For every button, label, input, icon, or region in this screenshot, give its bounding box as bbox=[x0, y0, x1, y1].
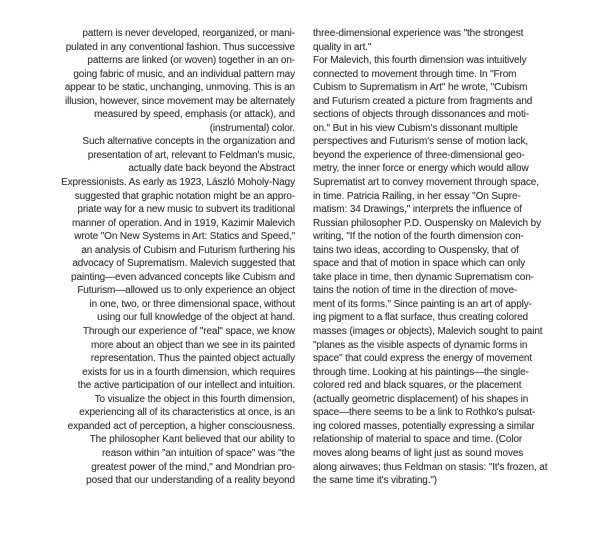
text-line: patterns are linked (or woven) together in an on- bbox=[87, 55, 295, 67]
text-line: illusion, however, since movement may be alternately bbox=[65, 95, 295, 107]
text-line: in time. Patricia Railing, in her essay "On Supre- bbox=[313, 190, 521, 202]
text-line: greatest power of the mind," and Mondrian pro- bbox=[91, 461, 295, 473]
text-line: metry, the inner force or energy which would allow bbox=[313, 163, 529, 175]
text-line: measured by speed, emphasis (or attack), and bbox=[94, 109, 295, 121]
text-line: sections of objects through dissonances and moti- bbox=[313, 109, 529, 121]
text-line: ment of its forms." Since painting is an art of apply- bbox=[313, 298, 532, 310]
text-line: exists for us in a fourth dimension, which requires bbox=[82, 366, 295, 378]
text-line: tains two ideas, according to Ouspensky, that of bbox=[313, 244, 519, 256]
text-line: Futurism—allowed us to only experience an object bbox=[77, 285, 295, 297]
text-line: writing, "If the notion of the fourth dimension con- bbox=[313, 231, 524, 243]
text-line: ing colored masses, potentially expressing a similar bbox=[313, 420, 535, 432]
text-line: take place in time, then dynamic Suprematism con- bbox=[313, 271, 534, 283]
text-line: more about an object than we see in its painted bbox=[91, 339, 295, 351]
text-line: ing pigment to a flat surface, thus creating colored bbox=[313, 312, 528, 324]
text-line: moves along beams of light just as sound moves bbox=[313, 447, 524, 459]
text-line: priate way for a new music to subvert its traditional bbox=[77, 204, 295, 216]
text-line: actually date back beyond the Abstract bbox=[128, 163, 295, 175]
text-line: the active participation of our intellect and intuition. bbox=[77, 380, 295, 392]
text-line: presentation of art, relevant to Feldman's music, bbox=[87, 149, 295, 161]
text-line: an analysis of Cubism and Futurism furthering his bbox=[81, 244, 295, 256]
text-line: (actually geometric displacement) of his shapes in bbox=[313, 393, 529, 405]
text-line: space" that could express the energy of movement bbox=[313, 353, 533, 365]
text-line: on." But in his view Cubism's dissonant multiple bbox=[313, 122, 518, 134]
text-line: painting—even advanced concepts like Cubism and bbox=[71, 271, 295, 283]
text-line: reason within "an intuition of space" was "the bbox=[101, 447, 295, 459]
text-line: The philosopher Kant believed that our ability to bbox=[89, 434, 295, 446]
text-line: For Malevich, this fourth dimension was intuitively bbox=[313, 55, 527, 67]
text-line: To visualize the object in this fourth dimension, bbox=[94, 393, 295, 405]
text-line: "planes as the visible aspects of dynamic forms in bbox=[313, 339, 528, 351]
text-line: pulated in any conventional fashion. Thus successive bbox=[65, 41, 295, 53]
text-line: using our full knowledge of the object at hand. bbox=[97, 312, 295, 324]
text-line: through time. Looking at his paintings—the single- bbox=[313, 366, 529, 378]
text-line: matism: 34 Drawings," interprets the influence of bbox=[313, 204, 522, 216]
text-line: representation. Thus the painted object actually bbox=[90, 353, 295, 365]
text-line: expanded act of perception, a higher consciousness. bbox=[67, 420, 295, 432]
text-line: perspectives and Futurism's sense of motion lack, bbox=[313, 136, 529, 148]
text-line: connected to movement through time. In "From bbox=[313, 68, 517, 80]
text-line: Through our experience of "real" space, we know bbox=[82, 326, 295, 338]
text-line: appear to be static, unchanging, unmoving. This is an bbox=[64, 82, 295, 94]
text-line: colored red and black squares, or the placement bbox=[313, 380, 522, 392]
text-line: Russian philosopher P.D. Ouspensky on Malevich by bbox=[313, 217, 541, 229]
text-line: going fabric of music, and an individual pattern may bbox=[73, 68, 295, 80]
text-line: masses (images or objects), Malevich sought to paint bbox=[313, 326, 543, 338]
text-line: Such alternative concepts in the organization and bbox=[82, 136, 295, 148]
text-line: along airwaves; thus Feldman on stasis: "It's frozen, at bbox=[313, 461, 548, 473]
right-text-column bbox=[313, 27, 553, 488]
text-line: suggested that graphic notation might be an appro- bbox=[74, 190, 295, 202]
text-line: tains the notion of time in the direction of move- bbox=[313, 285, 518, 297]
text-line: Expressionists. As early as 1923, László Moholy-Nagy bbox=[61, 177, 295, 189]
text-line: advocacy of Suprematism. Malevich suggested that bbox=[72, 258, 295, 270]
text-line: pattern is never developed, reorganized, or mani- bbox=[82, 28, 295, 39]
text-line: experiencing all of its characteristics at once, is an bbox=[79, 407, 295, 419]
text-line: Suprematist art to convey movement through space, bbox=[313, 177, 539, 189]
text-line: beyond the experience of three-dimensional geo- bbox=[313, 149, 525, 161]
text-line: three-dimensional experience was "the strongest bbox=[313, 28, 524, 39]
text-line: and Futurism created a picture from fragments and bbox=[313, 95, 533, 107]
text-line: quality in art." bbox=[313, 41, 372, 53]
text-line: space—there seems to be a link to Rothko's pulsat- bbox=[313, 407, 536, 419]
text-line: posed that our understanding of a reality beyond bbox=[86, 475, 295, 487]
text-line: (instrumental) color. bbox=[209, 122, 295, 134]
text-line: the same time it's vibrating.") bbox=[313, 475, 438, 487]
left-text-column bbox=[18, 27, 295, 488]
text-line: space and that of motion in space which can only bbox=[313, 258, 526, 270]
text-line: manner of operation. And in 1919, Kazimir Malevich bbox=[71, 217, 295, 229]
text-line: Cubism to Suprematism in Art" he wrote, "Cubism bbox=[313, 82, 528, 94]
text-line: wrote "On New Systems in Art: Statics and Speed," bbox=[74, 231, 295, 243]
text-line: relationship of material to space and time. (Color bbox=[313, 434, 523, 446]
text-line: in one, two, or three dimensional space, without bbox=[89, 298, 295, 310]
